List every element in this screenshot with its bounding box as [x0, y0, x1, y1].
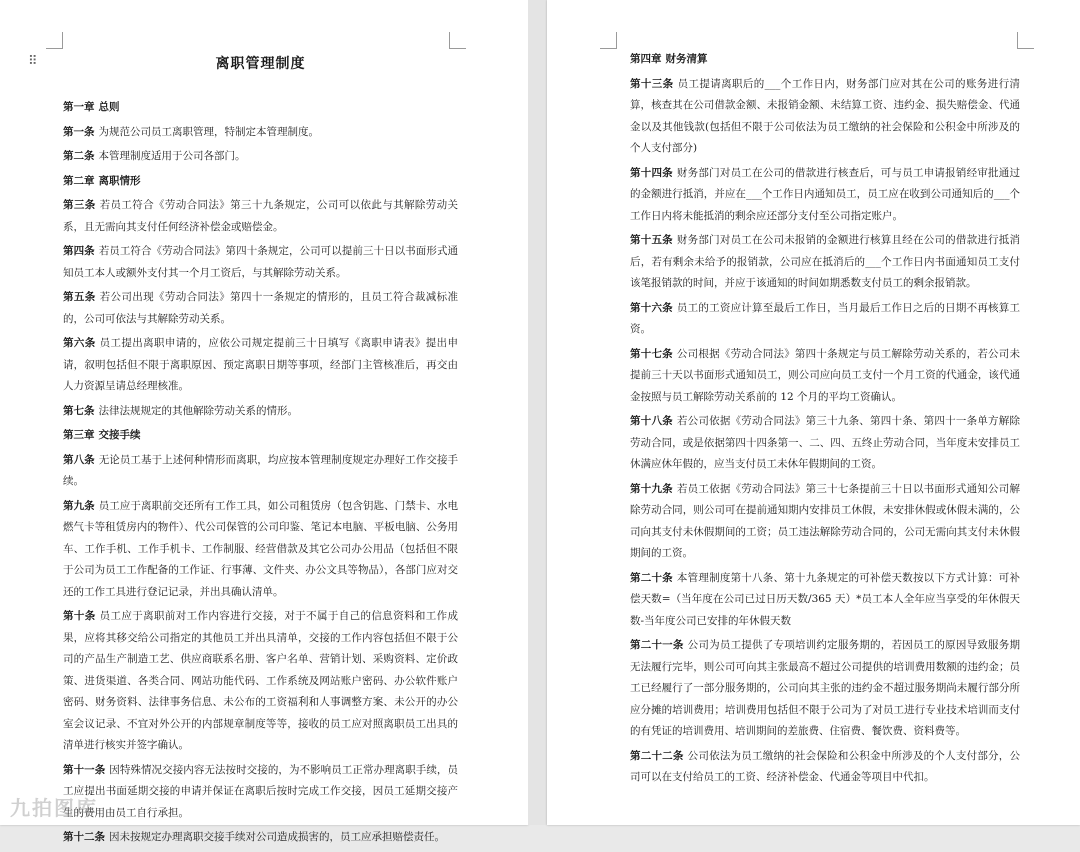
article-paragraph: [63, 450, 458, 493]
article-text: 因特殊情况交接内容无法按时交接的，为不影响员工正常办理离职手续，员工应提出书面延期交接的申请并保证在离职后按时完成工作交接，因员工延期交接产生的费用由员工自行承担。: [63, 763, 459, 819]
article-text: 若员工符合《劳动合同法》第四十条规定，公司可以提前三十日以书面形式通知员工本人或额外支付其一个月工资后，与其解除劳动关系。: [63, 245, 459, 279]
article-label: 第十九条: [630, 482, 673, 495]
article-label: 第十三条: [630, 77, 674, 90]
article-text: 若员工符合《劳动合同法》第三十九条规定，公司可以依此与其解除劳动关系，且无需向其支付任何经济补偿金或赔偿金。: [63, 199, 459, 233]
margin-corner-mark: [600, 32, 617, 49]
margin-corner-mark: [449, 32, 466, 49]
article-label: 第二十条: [630, 571, 673, 584]
article-text: 若公司出现《劳动合同法》第四十一条规定的情形的，且员工符合裁减标准的，公司可依法与其解除劳动关系。: [63, 291, 459, 325]
article-paragraph: [63, 122, 458, 144]
article-label: 第十七条: [630, 347, 673, 360]
chapter-heading: [630, 49, 1020, 71]
article-paragraph: [630, 230, 1020, 295]
chapter-title: 离职情形: [98, 174, 141, 187]
article-label: 第二条: [63, 150, 95, 162]
article-text: 员工应于离职前交还所有工作工具，如公司租赁房（包含钥匙、门禁卡、水电燃气卡等租赁房内的物件）、代公司保管的公司印鉴、笔记本电脑、平板电脑、公务用车、工作手机、工作手机卡、工作制服、经营借款及其它公司办公用品（包括但不限于公司为员工工作配备的工作证、行事薄、文件夹、办公文具等物品），各部门应对交还的工作工具进行登记记录，并出具确认清单。: [63, 499, 459, 598]
article-text: 公司依法为员工缴纳的社会保险和公积金中所涉及的个人支付部分，公司可以在支付给员工的工资、经济补偿金、代通金等项目中代扣。: [630, 749, 1021, 783]
article-text: 无论员工基于上述何种情形而离职，均应按本管理制度规定办理好工作交接手续。: [63, 453, 459, 487]
article-paragraph: [63, 401, 458, 423]
article-paragraph: [63, 760, 458, 825]
article-paragraph: [63, 241, 458, 284]
article-paragraph: [63, 195, 458, 238]
article-label: 第三条: [63, 199, 96, 211]
margin-corner-mark: [46, 32, 63, 49]
chapter-heading: [63, 97, 458, 119]
article-label: 第十条: [63, 610, 96, 622]
article-text: 法律法规规定的其他解除劳动关系的情形。: [98, 404, 298, 417]
article-paragraph: [630, 298, 1020, 341]
document-page-left: [0, 0, 528, 843]
article-text: 员工提请离职后的___个工作日内，财务部门应对其在公司的账务进行清算，核查其在公司借款金额、未报销金额、未结算工资、违约金、损失赔偿金、代通金以及其他钱款(包括但不限于公司依法为员工缴纳的社会保险和公积金中所涉及的个人支付部分): [630, 77, 1021, 154]
chapter-title: 财务清算: [665, 53, 708, 65]
article-text: 员工的工资应计算至最后工作日，当月最后工作日之后的日期不再核算工资。: [630, 301, 1021, 335]
article-paragraph: [630, 635, 1020, 743]
article-label: 第四条: [63, 245, 95, 257]
right-page-content: [630, 49, 1020, 792]
article-paragraph: [630, 568, 1020, 633]
article-label: 第六条: [63, 337, 96, 349]
article-text: 公司根据《劳动合同法》第四十条规定与员工解除劳动关系的，若公司未提前三十天以书面形式通知员工，则公司应向员工支付一个月工资的代通金，该代通金按照与员工解除劳动关系前的 12 个月的平均工资确认。: [630, 347, 1021, 403]
article-text: 公司为员工提供了专项培训约定服务期的，若因员工的原因导致服务期无法履行完毕，则公司可向其主张最高不超过公司提供的培训费用数额的违约金；员工已经履行了一部分服务期的，公司向其主张的违约金不超过服务期尚未履行部分所应分摊的培训费用；培训费用包括但不限于公司为了对员工进行专业技术培训而支付的有凭证的培训费用、培训期间的差旅费、住宿费、餐饮费、资料费等。: [630, 639, 1021, 737]
article-text: 因未按规定办理离职交接手续对公司造成损害的，员工应承担赔偿责任。: [109, 831, 445, 843]
chapter-label: 第三章: [63, 429, 95, 441]
article-label: 第九条: [63, 499, 95, 512]
article-paragraph: [630, 746, 1020, 789]
article-label: 第二十一条: [630, 639, 684, 651]
chapter-label: 第一章: [63, 101, 95, 113]
article-label: 第十八条: [630, 415, 673, 427]
article-paragraph: [630, 163, 1020, 228]
document-title: 离职管理制度: [215, 56, 306, 72]
article-paragraph: [630, 74, 1020, 160]
article-label: 第十四条: [630, 166, 673, 179]
article-text: 若员工依据《劳动合同法》第三十七条提前三十日以书面形式通知公司解除劳动合同，则公司可在提前通知期内安排员工休假，未安排休假或休假未满的，公司向其支付未休假期间的工资；员工违法解除劳动合同的，公司无需向其支付未休假期间的工资。: [630, 482, 1021, 559]
article-text: 若公司依据《劳动合同法》第三十九条、第四十条、第四十一条单方解除劳动合同，或是依据第四十四条第一、二、四、五终止劳动合同，当年度未安排员工休满应休年假的，应当支付员工未休年假期间的工资。: [630, 415, 1021, 470]
chapter-title: 交接手续: [98, 429, 141, 441]
chapter-heading: [63, 425, 458, 447]
article-text: 财务部门对员工在公司的借款进行核查后，可与员工申请报销经审批通过的金额进行抵消，并应在___个工作日内通知员工，员工应在收到公司通知后的___个工作日内将未能抵消的剩余应还部分支付至公司指定账户。: [630, 166, 1021, 222]
margin-corner-mark: [1017, 32, 1034, 49]
article-text: 财务部门对员工在公司未报销的金额进行核算且经在公司的借款进行抵消后，若有剩余未给予的报销款，公司应在抵消后的___个工作日内书面通知员工支付该笔报销款的时间，并应于该通知的时间如期悉数支付员工的剩余报销款。: [630, 234, 1021, 289]
page-gap: [528, 0, 547, 825]
article-label: 第一条: [63, 125, 95, 138]
article-paragraph: [63, 287, 458, 330]
article-label: 第七条: [63, 404, 95, 417]
article-label: 第十五条: [630, 234, 673, 246]
article-paragraph: [63, 827, 458, 849]
chapter-label: 第四章: [630, 53, 662, 65]
document-page-right: [547, 0, 1080, 825]
left-page-content: [63, 51, 458, 852]
chapter-heading: [63, 171, 458, 193]
article-label: 第五条: [63, 291, 96, 303]
article-paragraph: [630, 479, 1020, 565]
article-paragraph: [630, 344, 1020, 409]
article-text: 本管理制度第十八条、第十九条规定的可补偿天数按以下方式计算：可补偿天数=（当年度在公司已过日历天数/365 天）*员工本人全年应当享受的年休假天数-当年度公司已安排的年休假天数: [630, 571, 1021, 627]
article-label: 第十六条: [630, 301, 673, 314]
article-paragraph: [63, 606, 458, 757]
article-paragraph: [63, 146, 458, 168]
article-label: 第八条: [63, 453, 95, 466]
chapter-label: 第二章: [63, 174, 95, 187]
article-label: 第十一条: [63, 763, 106, 776]
article-label: 第十二条: [63, 831, 105, 843]
article-text: 本管理制度适用于公司各部门。: [98, 150, 246, 162]
article-text: 员工提出离职申请的，应依公司规定提前三十日填写《离职申请表》提出申请，叙明包括但不限于离职原因、预定离职日期等事项，经部门主管核准后，再交由人力资源呈请总经理核准。: [63, 337, 459, 392]
drag-handle-icon[interactable]: ⠿: [28, 54, 37, 69]
article-text: 为规范公司员工离职管理，特制定本管理制度。: [98, 125, 319, 138]
watermark: 九拍图库: [10, 796, 98, 820]
article-text: 员工应于离职前对工作内容进行交接，对于不属于自己的信息资料和工作成果，应将其移交给公司指定的其他员工并出具清单，交接的工作内容包括但不限于公司的产品生产制造工艺、供应商联系名册、客户名单、营销计划、采购资料、定价政策、进货渠道、各类合同、网站功能代码、工作系统及网站账户密码、办公软件账户密码、财务资料、法律事务信息、未公布的工资福利和人事调整方案、未公开的办公室会议记录、不宜对外公开的内部规章制度等等，接收的员工应对照离职员工出具的清单进行核实并签字确认。: [63, 610, 459, 751]
chapter-title: 总则: [98, 101, 120, 113]
article-label: 第二十二条: [630, 749, 684, 762]
article-paragraph: [63, 333, 458, 398]
article-paragraph: [63, 496, 458, 604]
article-paragraph: [630, 411, 1020, 476]
